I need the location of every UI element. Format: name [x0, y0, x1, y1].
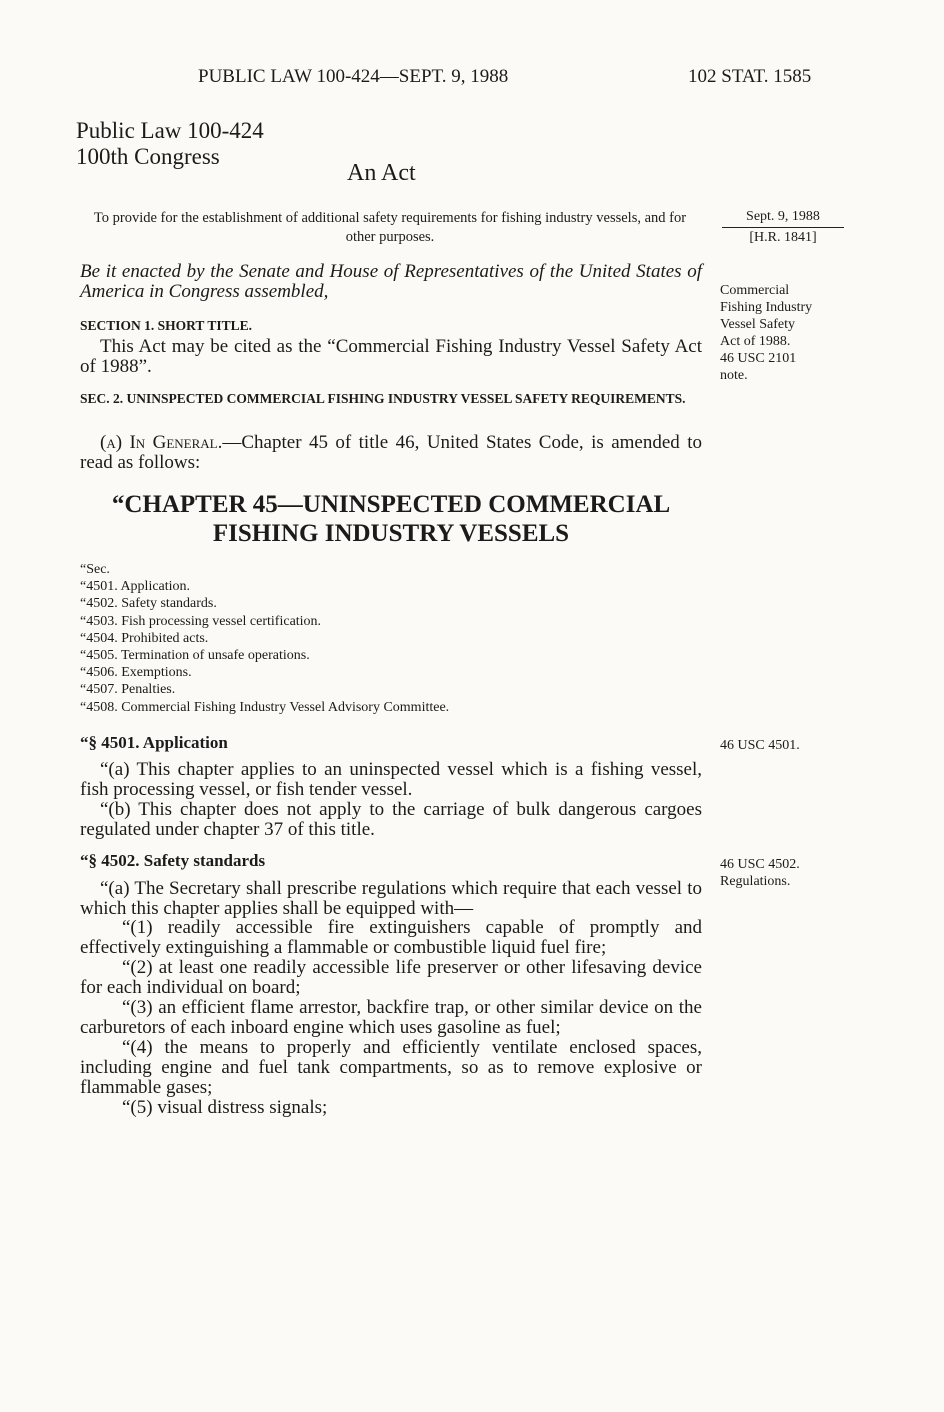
- list-item: “(5) visual distress signals;: [122, 1097, 328, 1118]
- section-2a-label: (a) In General.: [100, 432, 223, 453]
- toc-entry: “Sec.: [80, 562, 110, 577]
- act-title: An Act: [347, 160, 416, 186]
- toc-entry: “4508. Commercial Fishing Industry Vessel Advisory Committee.: [80, 699, 450, 715]
- toc-entry: “4503. Fish processing vessel certification.: [80, 613, 322, 629]
- date-rule: [722, 227, 844, 228]
- enactment-date: Sept. 9, 1988: [746, 209, 820, 224]
- bill-number: [H.R. 1841]: [749, 230, 817, 245]
- chapter-table-of-sections: [80, 561, 449, 716]
- equipment-requirements-list: [80, 918, 702, 1118]
- stat-page-number: 102 STAT. 1585: [688, 66, 812, 87]
- list-item: “(1) readily accessible fire extinguishers capable of promptly and effectively extinguishing a flammable or combustible liquid fuel fire;: [80, 917, 702, 958]
- section-4501-heading: “§ 4501. Application: [80, 733, 228, 752]
- margin-note-line: note.: [720, 368, 748, 383]
- running-title: PUBLIC LAW 100-424—SEPT. 9, 1988: [198, 66, 509, 87]
- public-law-number: Public Law 100-424: [76, 118, 264, 143]
- margin-note-4502: [720, 856, 860, 890]
- toc-entry: “4506. Exemptions.: [80, 665, 192, 681]
- list-item: “(4) the means to properly and efficiently ventilate enclosed spaces, including engine and fuel tank compartments, so as to remove explosive or flammable gases;: [80, 1037, 702, 1098]
- enacting-clause: Be it enacted by the Senate and House of Representatives of the United States of America in Congress assembled,: [80, 261, 702, 302]
- margin-note-line: 46 USC 2101: [720, 351, 797, 366]
- chapter-heading-line-1: “CHAPTER 45—UNINSPECTED COMMERCIAL: [111, 491, 671, 518]
- section-4502-a: “(a) The Secretary shall prescribe regulations which require that each vessel to which this chapter applies shall be equipped with—: [80, 878, 702, 919]
- margin-note-line: Act of 1988.: [720, 334, 791, 349]
- section-4501-b: “(b) This chapter does not apply to the carriage of bulk dangerous cargoes regulated under chapter 37 of this title.: [80, 799, 702, 840]
- act-purpose: To provide for the establishment of additional safety requirements for fishing industry vessels, and for other purposes.: [93, 210, 687, 245]
- margin-note-line: 46 USC 4502.: [720, 857, 800, 872]
- section-4501-a: “(a) This chapter applies to an uninspected vessel which is a fishing vessel, fish processing vessel, or fish tender vessel.: [80, 759, 702, 800]
- margin-note-4501: 46 USC 4501.: [720, 738, 800, 753]
- section-4502-heading: “§ 4502. Safety standards: [80, 851, 266, 870]
- section-1-text: This Act may be cited as the “Commercial Fishing Industry Vessel Safety Act of 1988”.: [80, 336, 702, 377]
- toc-entry: “4505. Termination of unsafe operations.: [80, 648, 310, 664]
- chapter-heading: [80, 490, 702, 548]
- margin-note-line: Fishing Industry: [720, 300, 813, 315]
- margin-note-short-title: [720, 282, 860, 384]
- section-2a-body: —Chapter 45 of title 46, United States Code, is amended to read as follows:: [80, 432, 702, 473]
- toc-entry: “4504. Prohibited acts.: [80, 630, 209, 646]
- section-2a-text: [80, 433, 702, 473]
- margin-note-line: Regulations.: [720, 874, 791, 889]
- list-item: “(3) an efficient flame arrestor, backfire trap, or other similar device on the carburetors of each inboard engine which uses gasoline as fuel;: [80, 997, 702, 1038]
- margin-note-line: Vessel Safety: [720, 317, 796, 332]
- section-1-heading: SECTION 1. SHORT TITLE.: [80, 318, 252, 333]
- section-2-heading: SEC. 2. UNINSPECTED COMMERCIAL FISHING INDUSTRY VESSEL SAFETY REQUIREMENTS.: [80, 391, 686, 406]
- toc-entry: “4502. Safety standards.: [80, 596, 217, 612]
- congress-number: 100th Congress: [76, 144, 220, 169]
- toc-entry: “4501. Application.: [80, 579, 191, 595]
- toc-entry: “4507. Penalties.: [80, 682, 176, 698]
- margin-note-line: Commercial: [720, 283, 790, 298]
- chapter-heading-line-2: FISHING INDUSTRY VESSELS: [212, 520, 570, 547]
- list-item: “(2) at least one readily accessible life preserver or other lifesaving device for each individual on board;: [80, 957, 702, 998]
- margin-date-block: [722, 208, 844, 246]
